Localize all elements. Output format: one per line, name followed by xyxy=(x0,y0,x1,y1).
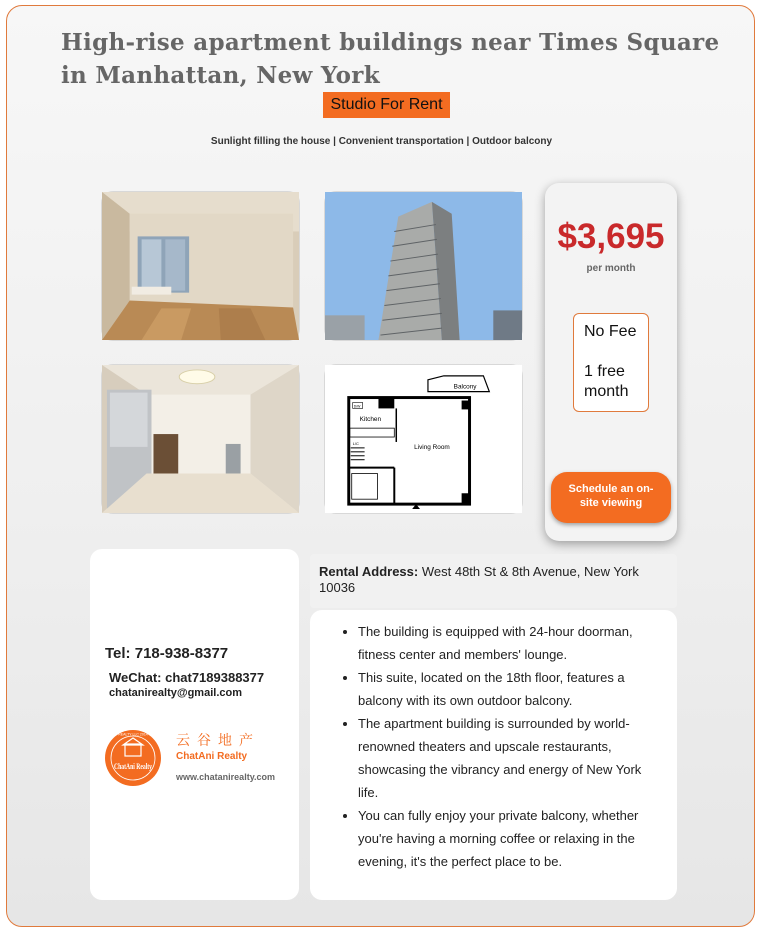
list-item: • The apartment building is surrounded by world-renowned theaters and upscale restaurants, showcasing the vibrancy and energy of New York life. xyxy=(358,712,661,804)
price-panel xyxy=(545,183,677,541)
rental-address xyxy=(310,554,677,608)
address-label: Rental Address: xyxy=(319,564,419,579)
logo-chinese-name: 云谷地产 xyxy=(176,732,260,748)
perks-box xyxy=(573,313,649,412)
listing-type-tag: Studio For Rent xyxy=(323,92,450,118)
floor-plan[interactable] xyxy=(324,364,523,514)
list-item: • This suite, located on the 18th floor, features a balcony with its own outdoor balcony. xyxy=(358,666,661,712)
kitchen-photo[interactable] xyxy=(101,364,300,514)
list-item: • You can fully enjoy your private balcony, whether you're having a morning coffee or relaxing in the evening, it's the perfect place to be. xyxy=(358,804,661,873)
address-value: West 48th St & 8th Avenue, New York 10036 xyxy=(319,564,639,595)
floorplan-lc-label: L/C xyxy=(352,440,359,446)
schedule-viewing-button[interactable]: Schedule an on-site viewing xyxy=(551,472,671,523)
floorplan-living-room-label: Living Room xyxy=(414,443,450,451)
wechat-id: WeChat: chat7189388377 xyxy=(109,670,265,685)
building-exterior-photo[interactable] xyxy=(324,191,523,341)
free-month-label: 1 free month xyxy=(584,363,629,400)
contact-card xyxy=(90,549,299,900)
phone-number[interactable]: Tel: 718-938-8377 xyxy=(105,645,229,662)
no-fee-label: No Fee xyxy=(584,323,637,340)
description-list xyxy=(310,620,661,873)
listing-title: High-rise apartment buildings near Times Square in Manhattan, New York xyxy=(61,29,720,89)
monthly-price: $3,695 xyxy=(557,217,665,256)
description-card xyxy=(310,610,677,900)
living-room-photo[interactable] xyxy=(101,191,300,341)
logo-badge-ring: REALTY LLC 2014 xyxy=(118,732,148,737)
logo-badge-text: ChatAni Realty xyxy=(114,762,152,771)
website-link[interactable]: www.chatanirealty.com xyxy=(176,772,276,782)
chatani-logo-icon xyxy=(104,729,162,787)
list-item: • The building is equipped with 24-hour doorman, fitness center and members' lounge. xyxy=(358,620,661,666)
floorplan-kitchen-label: Kitchen xyxy=(359,416,382,424)
logo-english-name: ChatAni Realty xyxy=(176,751,248,762)
listing-flyer xyxy=(6,5,755,927)
features-line: Sunlight filling the house | Convenient transportation | Outdoor balcony xyxy=(210,136,553,147)
email-address[interactable]: chatanirealty@gmail.com xyxy=(109,687,242,699)
floorplan-dw-label: D/W xyxy=(353,404,361,409)
floorplan-balcony-label: Balcony xyxy=(453,383,477,391)
price-period: per month xyxy=(586,263,636,274)
